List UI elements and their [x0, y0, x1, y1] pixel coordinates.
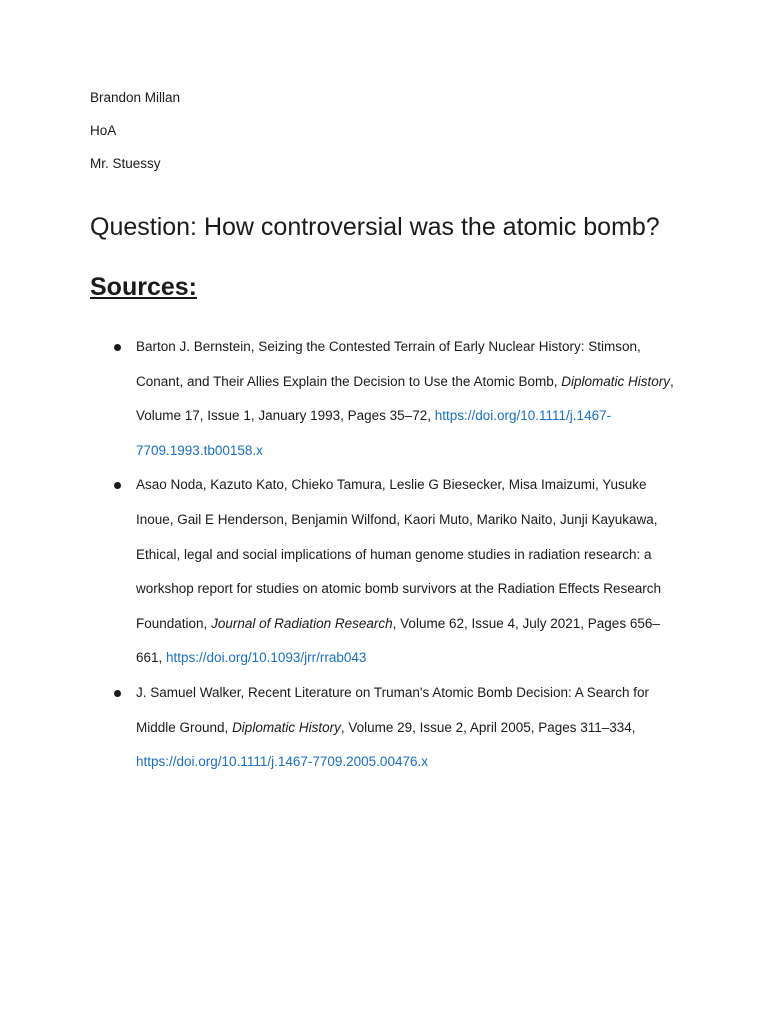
source-citation: Barton J. Bernstein, Seizing the Contested Terrain of Early Nuclear History: Stimson, Conant, and Their Allies Explain the Decision to Use the Atomic Bomb,	[136, 339, 641, 389]
source-citation: J. Samuel Walker, Recent Literature on Truman's Atomic Bomb Decision: A Search for Middle Ground,	[136, 684, 650, 735]
source-doi-link[interactable]: https://doi.org/10.1093/jrr/rrab043	[166, 650, 367, 666]
source-journal: Diplomatic History	[561, 373, 671, 389]
source-details: , Volume 17, Issue 1, January 1993, Pages 35–72,	[136, 373, 674, 424]
source-doi-link[interactable]: https://doi.org/10.1111/j.1467-7709.2005.00476.x	[136, 754, 428, 770]
source-item	[90, 676, 678, 780]
source-item	[90, 468, 678, 676]
teacher-name: Mr. Stuessy	[90, 156, 161, 171]
source-journal: Journal of Radiation Research	[211, 615, 393, 631]
sources-list	[90, 330, 678, 780]
source-citation: Asao Noda, Kazuto Kato, Chieko Tamura, Leslie G Biesecker, Misa Imaizumi, Yusuke Inoue, Gail E Henderson, Benjamin Wilfond, Kaori Muto, Mariko Naito, Junji Kayukawa, Ethical, legal and social implications of human genome studies in radiation research: a workshop report for studies on atomic bomb survivors at the Radiation Effects Research Foundation,	[136, 477, 661, 631]
bullet-icon	[114, 344, 121, 351]
source-doi-link[interactable]: https://doi.org/10.1111/j.1467-7709.1993.tb00158.x	[136, 408, 612, 458]
course-name: HoA	[90, 123, 117, 138]
research-question: Question: How controversial was the atomic bomb?	[90, 213, 660, 241]
source-details: , Volume 62, Issue 4, July 2021, Pages 656–661,	[136, 615, 660, 666]
bullet-icon	[114, 690, 121, 697]
author-name: Brandon Millan	[90, 90, 181, 105]
source-journal: Diplomatic History	[232, 719, 341, 735]
source-details: , Volume 29, Issue 2, April 2005, Pages 311–334,	[340, 719, 636, 735]
source-item	[90, 330, 678, 468]
sources-heading: Sources:	[90, 273, 197, 301]
bullet-icon	[114, 482, 121, 489]
